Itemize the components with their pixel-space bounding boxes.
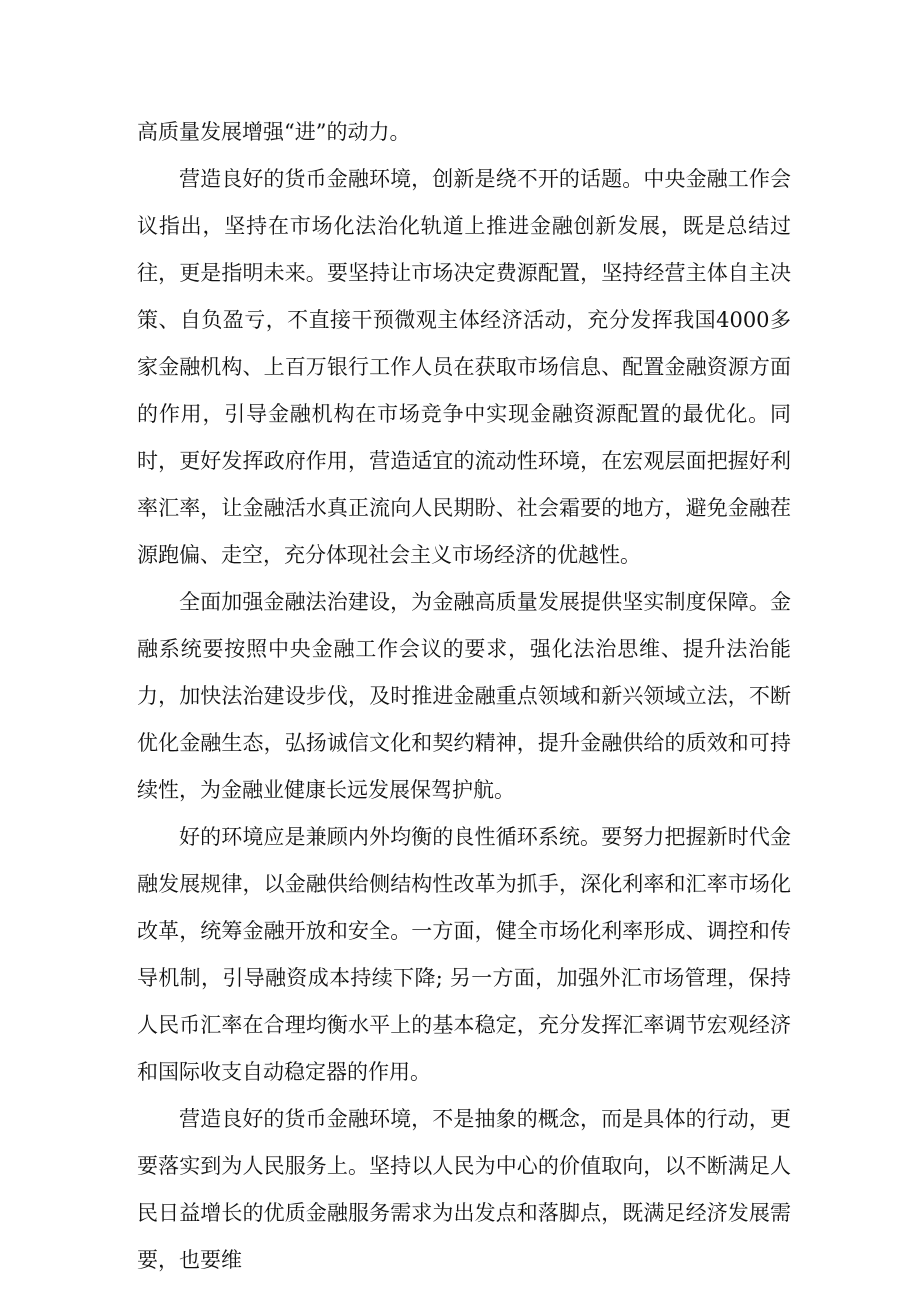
paragraph-innovation: 营造良好的货币金融环境，创新是绕不开的话题。中央金融工作会议指出，坚持在市场化法治化轨道上推进金融创新发展，既是总结过往，更是指明未来。要坚持让市场决定费源配置，坚持经营主体自主决策、自负盈亏，不直接干预微观主体经济活动，充分发挥我国4000多家金融机构、上百万银行工作人员在获取市场信息、配置金融资源方面的作用，引导金融机构在市场竞争中实现金融资源配置的最优化。同时，更好发挥政府作用，营造适宜的流动性环境，在宏观层面把握好利率汇率，让金融活水真正流向人民期盼、社会霜要的地方，避免金融茬源跑偏、走空，充分体现社会主义市场经济的优越性。 <box>137 167 791 567</box>
document-body <box>137 109 791 1284</box>
paragraph-continuation: 高质量发展增强“进”的动力。 <box>137 120 411 144</box>
paragraph-rule-of-law: 全面加强金融法治建设，为金融高质量发展提供坚实制度保障。金融系统要按照中央金融工作会议的要求，强化法治思维、提升法治能力，加快法治建设步伐，及时推进金融重点领域和新兴领域立法，不断优化金融生态，弘扬诚信文化和契约精神，提升金融供给的质效和可持续性，为金融业健康长远发展保驾护航。 <box>137 590 791 802</box>
paragraph-serve-people: 营造良好的货币金融环境，不是抽象的概念，而是具体的行动，更要落实到为人民服务上。坚持以人民为中心的价值取向，以不断满足人民日益增长的优质金融服务需求为出发点和落脚点，既满足经济发展需要，也要维 <box>137 1107 791 1272</box>
paragraph-balance: 好的环境应是兼顾内外均衡的良性循环系统。要努力把握新时代金融发展规律，以金融供给侧结构性改革为抓手，深化利率和汇率市场化改革，统筹金融开放和安全。一方面，健全市场化利率形成、调控和传导机制，引导融资成本持续下降; 另一方面，加强外汇市场管理，保持人民币汇率在合理均衡水平上的基本稳定，充分发挥汇率调节宏观经济和国际收支自动稳定器的作用。 <box>137 825 791 1084</box>
